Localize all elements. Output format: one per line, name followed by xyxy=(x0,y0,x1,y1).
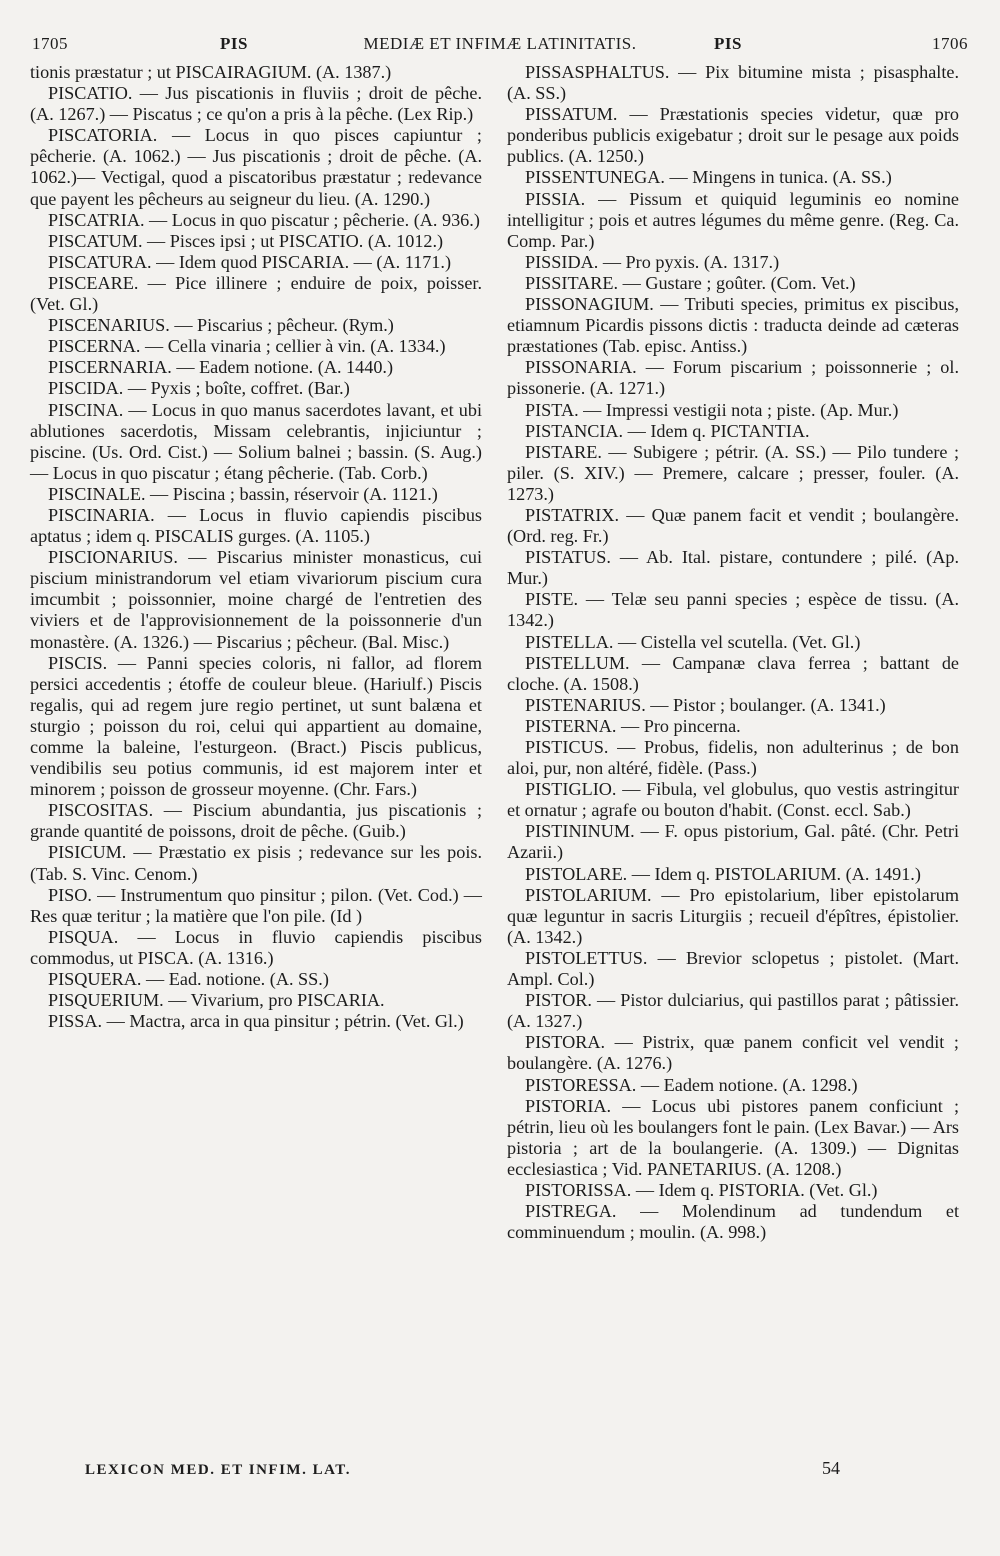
dictionary-entry: PISCATRIA. — Locus in quo piscatur ; pêcherie. (A. 936.) xyxy=(48,209,480,230)
dictionary-entry: PISSATUM. — Præstationis species videtur, quæ pro ponderibus publicis exigebatur ; droit sur le pesage aux poids publics. (A. 1250.) xyxy=(507,104,959,167)
dictionary-entry: PISCINALE. — Piscina ; bassin, réservoir (A. 1121.) xyxy=(48,483,438,504)
running-title: MEDIÆ ET INFIMÆ LATINITATIS. xyxy=(363,34,637,53)
dictionary-entry: PISSITARE. — Gustare ; goûter. (Com. Vet.) xyxy=(525,272,856,293)
dictionary-entry: PISTATRIX. — Quæ panem facit et vendit ; boulangère. (Ord. reg. Fr.) xyxy=(507,504,959,547)
dictionary-entry: PISCOSITAS. — Piscium abundantia, jus piscationis ; grande quantité de poissons, droit de pêche. (Guib.) xyxy=(30,800,482,842)
dictionary-entry: PISTININUM. — F. opus pistorium, Gal. pâté. (Chr. Petri Azarii.) xyxy=(507,821,959,863)
dictionary-entry: PISTICUS. — Probus, fidelis, non adulterinus ; de bon aloi, pur, non altéré, fidèle. (Pass.) xyxy=(507,737,959,779)
dictionary-entry: PISSASPHALTUS. — Pix bitumine mista ; pisasphalte. (A. SS.) xyxy=(507,62,959,104)
dictionary-entry: PISTOLARIUM. — Pro epistolarium, liber epistolarum quæ leguntur in sacris Liturgiis ; recueil d'épîtres, épistolier. (A. 1342.) xyxy=(507,884,959,947)
dictionary-entry: PISSA. — Mactra, arca in qua pinsitur ; pétrin. (Vet. Gl.) xyxy=(48,1011,464,1032)
dictionary-entry: PISTORESSA. — Eadem notione. (A. 1298.) xyxy=(525,1074,858,1095)
dictionary-entry: PISCIDA. — Pyxis ; boîte, coffret. (Bar.) xyxy=(48,378,350,399)
dictionary-entry: PISTOLETTUS. — Brevior sclopetus ; pistolet. (Mart. Ampl. Col.) xyxy=(507,947,959,990)
page-number-left: 1705 xyxy=(32,34,68,53)
dictionary-entry: PISTARE. — Subigere ; pétrir. (A. SS.) — Pilo tundere ; piler. (S. XIV.) — Premere, calcare ; presser, fouler. (A. 1273.) xyxy=(507,441,959,504)
dictionary-entry: PISICUM. — Præstatio ex pisis ; redevance sur les pois. (Tab. S. Vinc. Cenom.) xyxy=(30,842,482,884)
dictionary-entry: PISCIONARIUS. — Piscarius minister monasticus, cui piscium ministrandorum vel etiam vivariorum piscium cura imcumbit ; poissonnier, moine chargé de l'entretien des viviers et de l'approvisionnement de la poissonnerie d'un monastère. (A. 1326.) — Piscarius ; pêcheur. (Bal. Misc.) xyxy=(30,547,482,652)
dictionary-entry: PISCINARIA. — Locus in fluvio capiendis piscibus aptatus ; idem q. PISCALIS gurges. (A. 1105.) xyxy=(30,504,482,547)
dictionary-entry: PISSIA. — Pissum et quiquid leguminis eo nomine intelligitur ; pois et autres légumes du même genre. (Reg. Ca. Comp. Par.) xyxy=(507,188,959,251)
dictionary-entry: PISCERNARIA. — Eadem notione. (A. 1440.) xyxy=(48,357,394,378)
dictionary-entry: PISTIGLIO. — Fibula, vel globulus, quo vestis astringitur et ornatur ; agrafe ou bouton d'habit. (Const. eccl. Sab.) xyxy=(507,779,959,821)
dictionary-entry: PISQUERIUM. — Vivarium, pro PISCARIA. xyxy=(48,990,385,1011)
dictionary-entry: PISCATURA. — Idem quod PISCARIA. — (A. 1171.) xyxy=(48,251,452,272)
left-column xyxy=(30,62,482,1032)
dictionary-entry: PISTOLARE. — Idem q. PISTOLARIUM. (A. 1491.) xyxy=(525,863,921,884)
footer-signature: LEXICON MED. ET INFIM. LAT. xyxy=(85,1462,351,1478)
dictionary-entry: PISTORA. — Pistrix, quæ panem conficit vel vendit ; boulangère. (A. 1276.) xyxy=(507,1032,959,1074)
dictionary-entry: PISTA. — Impressi vestigii nota ; piste. (Ap. Mur.) xyxy=(525,399,899,420)
dictionary-entry: PISCENARIUS. — Piscarius ; pêcheur. (Rym.) xyxy=(48,315,394,336)
signature-number: 54 xyxy=(822,1458,840,1478)
dictionary-entry: PISTE. — Telæ seu panni species ; espèce de tissu. (A. 1342.) xyxy=(507,589,959,631)
dictionary-entry: PISCEARE. — Pice illinere ; enduire de poix, poisser. (Vet. Gl.) xyxy=(30,272,482,315)
page-footer xyxy=(30,1458,970,1486)
dictionary-entry: PISSONARIA. — Forum piscarium ; poissonnerie ; ol. pissonerie. (A. 1271.) xyxy=(507,357,959,399)
dictionary-entry: tionis præstatur ; ut PISCAIRAGIUM. (A. 1387.) xyxy=(30,62,392,82)
dictionary-entry: PISTELLA. — Cistella vel scutella. (Vet. Gl.) xyxy=(525,631,861,652)
right-column xyxy=(507,62,959,1243)
dictionary-entry: PISQUERA. — Ead. notione. (A. SS.) xyxy=(48,969,329,990)
dictionary-entry: PISCATIO. — Jus piscationis in fluviis ; droit de pêche. (A. 1267.) — Piscatus ; ce qu'on a pris à la pêche. (Lex Rip.) xyxy=(30,83,482,125)
dictionary-entry: PISTANCIA. — Idem q. PICTANTIA. xyxy=(525,420,810,441)
page-number-right: 1706 xyxy=(932,34,968,53)
dictionary-entry: PISCERNA. — Cella vinaria ; cellier à vin. (A. 1334.) xyxy=(48,336,446,357)
dictionary-entry: PISQUA. — Locus in fluvio capiendis piscibus commodus, ut PISCA. (A. 1316.) xyxy=(30,926,482,968)
dictionary-entry: PISCINA. — Locus in quo manus sacerdotes lavant, et ubi ablutiones sacerdotis, Missam celebrantis, injiciuntur ; piscine. (Us. Ord. Cist.) — Solium balnei ; bassin. (S. Aug.) — Locus in quo piscatur ; étang pêcherie. (Tab. Corb.) xyxy=(30,399,482,483)
dictionary-entry: PISSONAGIUM. — Tributi species, primitus ex piscibus, etiamnum Picardis pissons dictis : traducta deinde ad cæteras præstationes (Tab. episc. Antiss.) xyxy=(507,294,959,357)
dictionary-entry: PISTATUS. — Ab. Ital. pistare, contundere ; pilé. (Ap. Mur.) xyxy=(507,547,959,589)
dictionary-entry: PISTOR. — Pistor dulciarius, qui pastillos parat ; pâtissier. (A. 1327.) xyxy=(507,990,959,1032)
dictionary-entry: PISO. — Instrumentum quo pinsitur ; pilon. (Vet. Cod.) — Res quæ teritur ; la matière que l'on pile. (Id ) xyxy=(30,884,482,926)
dictionary-entry: PISTENARIUS. — Pistor ; boulanger. (A. 1341.) xyxy=(525,694,886,715)
dictionary-entry: PISTELLUM. — Campanæ clava ferrea ; battant de cloche. (A. 1508.) xyxy=(507,652,959,694)
guide-word-right: PIS xyxy=(714,34,742,53)
dictionary-entry: PISSIDA. — Pro pyxis. (A. 1317.) xyxy=(525,251,780,272)
dictionary-entry: PISTORIA. — Locus ubi pistores panem conficiunt ; pétrin, lieu où les boulangers font le pain. (Lex Bavar.) — Ars pistoria ; art de la boulangerie. (A. 1309.) — Dignitas ecclesiastica ; Vid. PANETARIUS. (A. 1208.) xyxy=(507,1095,959,1179)
dictionary-entry: PISCATORIA. — Locus in quo pisces capiuntur ; pêcherie. (A. 1062.) — Jus piscationis ; droit de pêche. (A. 1062.)— Vectigal, quod a piscatoribus præstatur ; redevance que payent les pêcheurs au seigneur du lieu. (A. 1290.) xyxy=(30,125,482,209)
dictionary-entry: PISCIS. — Panni species coloris, ni fallor, ad florem persici accedentis ; étoffe de couleur bleue. (Hariulf.) Piscis regalis, qui ad regem jure regio pertinet, ut sunt balæna et sturgio ; poisson du roi, celui qui appartient au domaine, comme la baleine, l'esturgeon. (Bract.) Piscis publicus, vendibilis seu potius communis, id est majorem inter et minorem ; poisson de grosseur moyenne. (Chr. Fars.) xyxy=(30,652,482,800)
dictionary-entry: PISTORISSA. — Idem q. PISTORIA. (Vet. Gl.) xyxy=(525,1179,878,1200)
dictionary-entry: PISTREGA. — Molendinum ad tundendum et comminuendum ; moulin. (A. 998.) xyxy=(507,1201,959,1243)
guide-word-left: PIS xyxy=(220,34,248,53)
dictionary-entry: PISTERNA. — Pro pincerna. xyxy=(525,715,741,736)
page-header xyxy=(30,28,970,58)
dictionary-entry: PISCATUM. — Pisces ipsi ; ut PISCATIO. (A. 1012.) xyxy=(48,230,444,251)
dictionary-entry: PISSENTUNEGA. — Mingens in tunica. (A. SS.) xyxy=(525,167,892,188)
